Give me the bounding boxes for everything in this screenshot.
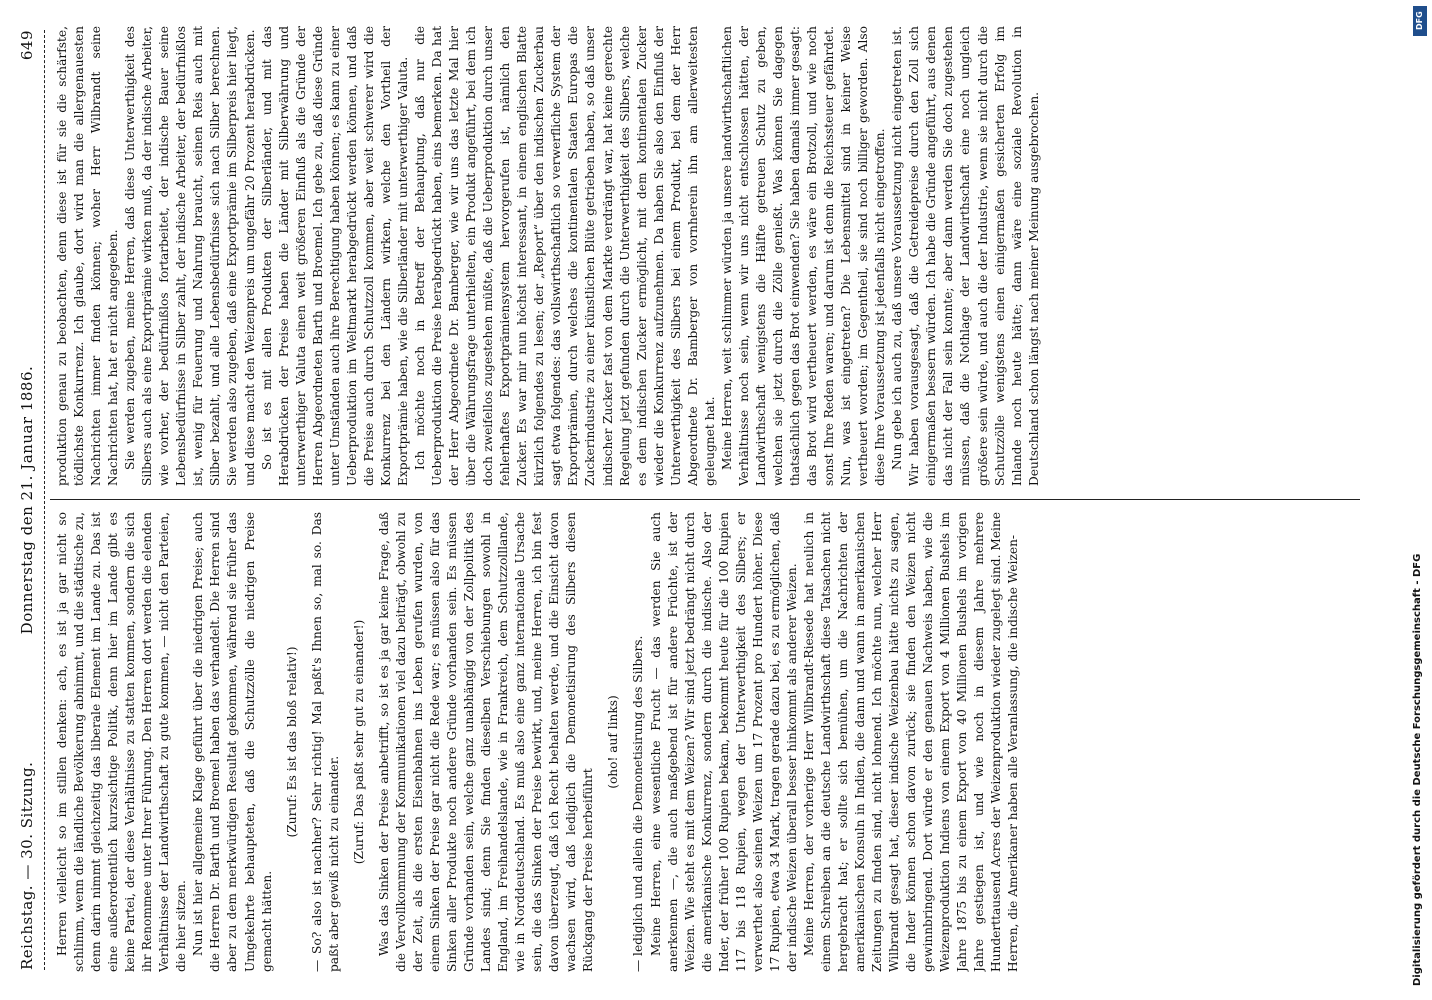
running-header <box>10 30 46 970</box>
right-column <box>54 26 1354 486</box>
credit-text: Digitalisierung gefördert durch die Deutsche Forschungsgemeinschaft - DFG <box>1412 553 1423 986</box>
header-session-title: Reichstag. — 30. Sitzung. <box>18 761 36 970</box>
paragraph: Meine Herren, der vorherige Herr Wilbrandt-Riesede hat neulich in einem Schreiben an die deutsche Landwirthschaft diese Tatsachen nicht hergebracht hat; er sollte sich bemühen, um die Nachrichten der amerikanischen Konsuln in Indien, die dann und wann in amerikanischen Zeitungen zu finden sind, nicht lohnend. Ich möchte nun, welcher Herr Wilbrandt gesagt hat, dieser indische Weizenbau hätte nichts zu sagen, die Inder können schon davon zurück; sie finden den Weizen nicht gewinnbringend. Dort würde er den genauen Nachweis haben, wie die Weizenproduktion Indiens von einem Export von 4 Millionen Bushels im Jahre 1875 bis zu einem Export von 40 Millionen Bushels im vorigen Jahre gestiegen ist, und wie noch in diesem Jahre mehrere Hunderttausend Acres der Weizenproduktion wieder zugelegt sind. Meine Herren, die Amerikaner haben alle Veranlassung, die indische Weizen- <box>801 512 1021 972</box>
paragraph: — So? also ist nachher? Sehr richtig! Mal paßt's Ihnen so, mal so. Das paßt aber gewiß nicht zu einander. <box>309 512 341 972</box>
header-rule <box>44 30 45 970</box>
interjection: (Zuruf: Das paßt sehr gut zu einander!) <box>351 619 366 865</box>
paragraph: Meine Herren, eine wesentliche Frucht — das werden Sie auch anerkennen —, die auch maßgebend ist für andere Früchte, ist der Weizen. Wie steht es mit dem Weizen? Wir sind jetzt bedrängt nicht durch die amerikanische Konkurrenz, sondern durch die indische. Also der Inder, der früher 100 Rupien bekam, bekommt heute für die 100 Rupien 117 bis 118 Rupien, wegen der Unterwerthigkeit des Silbers; er verwerthet also seinen Weizen um 17 Prozent pro Hundert höher. Diese 17 Rupien, etwa 34 Mark, tragen gerade dazu bei, es zu ermöglichen, daß der indische Weizen überall besser hinkommt als anderer Weizen. <box>648 512 799 972</box>
paragraph: Ich möchte noch in Betreff der Behauptung, daß nur die Ueberproduktion die Preise herabgedrückt haben, eins bemerken. Da hat der Herr Abgeordnete Dr. Bamberger, wie wir uns das letzte Mal hier über die Währungsfrage unterhielten, ein Produkt angeführt, bei dem ich doch zweifellos zugestehen müßte, daß die Ueberproduktion durch unser fehlerhaftes Exportprämiensystem hervorgerufen ist, nämlich den Zucker. Es war mir nun höchst interessant, in einem englischen Blatte kürzlich folgendes zu lesen; der „Report“ über den indischen Zuckerbau sagt etwa folgendes: das vollswirthschaftlich so verwerfliche System der Exportprämien, durch welches die kontinentalen Staaten Europas die Zuckerindustrie zu einer künstlichen Blüte getrieben haben, so daß unser indischer Zucker fast von dem Markte verdrängt war, hat keine gerechte Regelung jetzt gefunden durch die Unterwerthigkeit des Silbers, welche es dem indischen Zucker ermöglicht, mit dem kontinentalen Zucker wieder die Konkurrenz aufzunehmen. Da haben Sie also den Einfluß der Unterwerthigkeit des Silbers bei einem Produkt, bei dem der Herr Abgeordnete Dr. Bamberger von vornherein ihn am allerweitesten geleugnet hat. <box>412 26 717 486</box>
left-column <box>54 512 1354 972</box>
column-divider <box>50 499 1360 500</box>
header-date: Donnerstag den 21. Januar 1886. <box>18 365 36 635</box>
paragraph: Nun gebe ich auch zu, daß unsere Voraussetzung nicht eingetreten ist. Wir haben vorausgesagt, daß die Getreidepreise durch den Zoll sich einigermaßen bessern würden. Ich habe die Gründe angeführt, aus denen das nicht der Fall sein konnte; aber dann werden Sie doch zugestehen müssen, daß die Nothlage der Landwirthschaft eine noch ungleich größere sein würde, und auch die der Industrie, wenn sie nicht durch die Schutzzölle wenigstens einen einigermaßen gesicherten Erfolg im Inlande noch heute hätte; dann wäre eine soziale Revolution in Deutschland schon längst nach meiner Meinung ausgebrochen. <box>890 26 1041 486</box>
paragraph: Was das Sinken der Preise anbetrifft, so ist es ja gar keine Frage, daß die Vervollkommnung der Kommunikationen viel dazu beiträgt, obwohl zu der Zeit, als die ersten Eisenbahnen ins Leben gerufen wurden, von einem Sinken der Preise gar nicht die Rede war; es müssen also für das Sinken aller Produkte noch andere Gründe vorhanden sein. Es müssen Gründe vorhanden sein, welche ganz unabhängig von der Zollpolitik des Landes sind; denn Sie finden dieselben Verschiebungen sowohl in England, im Freihandelslande, wie in Frankreich, dem Schutzzolllande, wie in Norddeutschland. Es muß also eine ganz internationale Ursache sein, die das Sinken der Preise bewirkt, und, meine Herren, ich bin fest davon überzeugt, daß ich Recht behalten werde, und die Einsicht davon wachsen wird, daß lediglich die Demonetisirung des Silbers diesen Rückgang der Preise herbeiführt <box>376 512 596 972</box>
interjection: (Zuruf: Es ist das bloß relativ!) <box>284 646 299 838</box>
paragraph: Meine Herren, weit schlimmer würden ja unsere landwirthschaftlichen Verhältnisse noch sein, wenn wir uns nicht entschlossen hätten, der Landwirthschaft wenigstens die Hälfte getreuen Schutz zu geben, welchen sie jetzt durch die Zölle genießt. Was können Sie dagegen thatsächlich gegen das Brot einwenden? Sie haben damals immer gesagt: das Brot wird vertheuert werden, es wäre ein Brotzoll, und wie noch sonst Ihre Reden waren; und darum ist denn die Reichssteuer gefährdet. Nun, was ist eingetreten? Die Lebensmittel sind in keiner Weise vertheuert worden; im Gegentheil, sie sind noch billiger geworden. Also diese Ihre Voraussetzung ist jedenfalls nicht eingetroffen. <box>719 26 888 486</box>
digitization-credit <box>1408 6 1430 994</box>
dfg-logo-badge: DFG <box>1413 6 1427 36</box>
interjection: (oho! auf links) <box>606 695 621 789</box>
paragraph: Herren vielleicht so im stillen denken: ach, es ist ja gar nicht so schlimm, wenn die ländliche Bevölkerung abnimmt, und die städtische zu, denn darin nimmt gleichzeitig das liberale Element im Lande zu. Das ist eine außerordentlich kurzsichtige Politik, denn hier im Lande gibt es keine Partei, der diese Verhältnisse zu statten kommen, sondern die sich ihr Renommee unter Ihrer Führung. Den Herren dort werden die elenden Verhältnisse der Landwirthschaft zu gute kommen, — nicht den Parteien, die hier sitzen. <box>55 512 189 972</box>
paragraph: — lediglich und allein die Demonetisirung des Silbers. <box>631 635 646 972</box>
paragraph: Nun ist hier allgemeine Klage geführt über die niedrigen Preise; auch die Herren Dr. Barth und Broemel haben das verhandelt. Die Herren sind aber zu dem merkwürdigen Resultat gekommen, während sie früher das Umgekehrte behaupteten, daß die Schutzzölle die niedrigen Preise gemacht hätten. <box>191 512 274 972</box>
paragraph: Sie werden zugeben, meine Herren, daß diese Unterwerthigkeit des Silbers auch als eine Exportprämie wirken muß, da der indische Arbeiter, wie vorher, der bedürfnißlos fortarbeitet, der indische Bauer seine Lebensbedürfnisse in Silber zahlt, der indische Arbeiter, der bedürfnißlos ist, wenig für Feuerung und Nahrung braucht, seinen Reis auch mit Silber bezahlt, und alle Lebensbedürfnisse sich nach Silber berechnen. Sie werden also zugeben, daß eine Exportprämie im Silberpreis hier liegt, und diese macht den Weizenpreis um ungefähr 20 Prozent herabdrücken. <box>123 26 257 486</box>
paragraph: produktion genau zu beobachten, denn diese ist für sie die schärfste, tödlichste Konkurrenz. Ich glaube, dort wird man die allergenauesten Nachrichten immer finden können; woher Herr Wilbrandt seine Nachrichten hat, hat er nicht angegeben. <box>55 26 121 486</box>
paragraph: So ist es mit allen Produkten der Silberländer, und mit das Herabdrücken der Preise haben die Länder mit Silberwährung und unterwerthiger Valuta einen weit größeren Einfluß als die Gründe der Herren Abgeordneten Barth und Broemel. Ich gebe zu, daß diese Gründe unter Umständen auch ihre Berechtigung haben können; es kann zu einer Ueberproduktion im Weltmarkt herabgedrückt werden können, und daß die Preise auch durch Schutzzoll kommen, aber weit schwerer wird die Konkurrenz bei den Ländern wirken, welche den Vortheil der Exportprämie haben, wie die Silberländer mit unterwerthiger Valuta. <box>259 26 410 486</box>
header-page-number: 649 <box>18 30 36 61</box>
